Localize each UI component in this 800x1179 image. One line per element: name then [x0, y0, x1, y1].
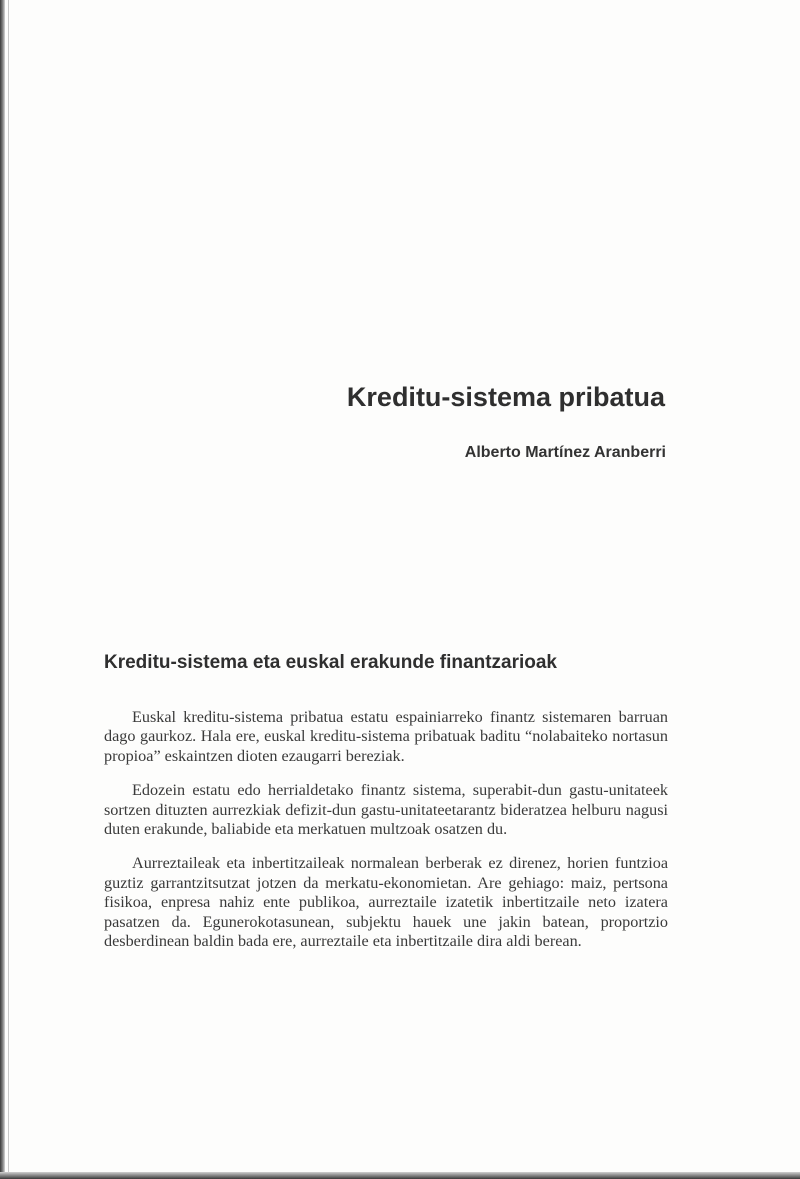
section-body	[104, 708, 668, 966]
paragraph-3: Aurreztaileak eta inbertitzaileak normalean berberak ez direnez, horien funtzioa guztiz garrantzitsutzat jotzen da merkatu-ekonomietan. Are gehiago: maiz, pertsona fisikoa, enpresa nahiz ente publikoa, aurreztaile izatetik inbertitzaile neto izatera pasatzen da. Egunerokotasunean, subjektu hauek une jakin batean, proportzio desberdinean baldin bada ere, aurreztaile eta inbertitzaile dira aldi berean.	[104, 854, 668, 951]
page-bottom-edge	[0, 1172, 800, 1179]
book-spine-shadow	[0, 0, 5, 1179]
article-author: Alberto Martínez Aranberri	[464, 444, 666, 461]
paragraph-2: Edozein estatu edo herrialdetako finantz sistema, superabit-dun gastu-unitateek sortzen dituzten aurrezkiak defizit-dun gastu-unitateetarantz bideratzea helburu nagusi duten erakunde, baliabide eta merkatuen multzoak osatzen du.	[104, 781, 668, 839]
page-gutter-line	[8, 0, 9, 1179]
article-title: Kreditu-sistema pribatua	[346, 382, 665, 412]
paragraph-1: Euskal kreditu-sistema pribatua estatu espainiarreko finantz sistemaren barruan dago gaurkoz. Hala ere, euskal kreditu-sistema pribatuak baditu “nolabaiteko nortasun propioa” eskaintzen dioten ezaugarri bereziak.	[104, 708, 668, 765]
section-heading: Kreditu-sistema eta euskal erakunde finantzarioak	[104, 652, 557, 673]
